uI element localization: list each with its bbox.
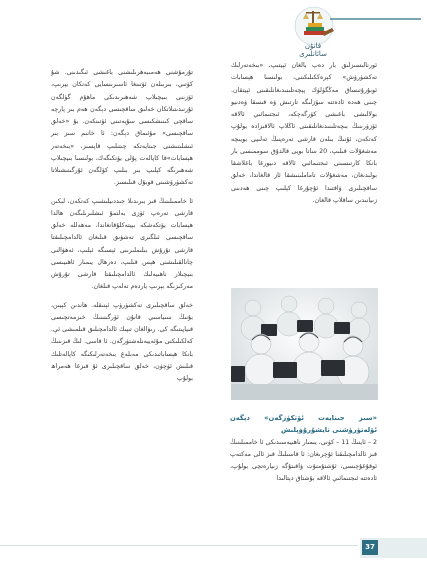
footer-divider bbox=[0, 545, 358, 546]
page-number: 37 bbox=[362, 540, 378, 555]
paragraph: تۇرمۇشنى ھەمىبەھرىلىشنى باغىشى ئىگىدىنى. شۇ كۆتىي، بىرىىلەن ئۆتىنغا ئاسىرىنسايى كەتكان يېرىپ، ئۆزىنى بىيچىلاپ شەھىرىدىكى ماھۇم گۈلگەن ئۇرنىدىتىلاتكان خەلىق ساقچىسى دېگەن ھەم بىر پارچە ساقچى كىنىشكىسى سۇپەتىنى ئۆتىنكەن. بۇ «خەلق ساقچىسى» مۇئىماق دېگەن: ئا خانىم سىز بىر ئىشلىتىشنى جىنايەتكە چىتىلىپ قاپسىز، «بىخەتەر ھېسابات»قا كاپالەت پۇلى يۆتكىگەك، بولىسىا بىيچىلاپ شەھىرىگە كېلىپ بىر بىلىپ كۆلگەن ئۇرگىنىشىلاتا تەكشۈرۈشىنى قوبۇل قىلىسىز. bbox=[51, 69, 193, 187]
paragraph: ئا خاممىلىنىڭ قىز بىرىدىلا جىددىيلىشىپ كەتكەن، لېكىن قارشى تەرەپ ئۆزى بەلتمۇ ئىشلىرىلىگەن ھالدا ھېسابات يۆتكەشكە بېيتەكلۇقانغاندا، مەھەللە خەلق ساقچىسى ئىلگىرى تەشۋىق قىلىغان ئالدامچىلىقتا قارشى تۇرۇش بىلىملىرىنى ئېسىگە ئېلىپ، ئەھۋالنى چانالقىلىشنى ھېس قىلىپ، دەرھال يىمىار ئاھىيىسى بىيچىلار ناھىيەلىك ئالدامچىلىقتا قارشى تۇرۇش مەركىزىگە بېرىپ ياردەم تەلەپ قىلغان. bbox=[51, 197, 193, 291]
section-logo bbox=[282, 6, 422, 60]
subheading: «سىز جىنايەت ئۆتكۈزگەن» دېگەن ئۆلەتۈرۈشنى تايشۇرۇۋېلىش bbox=[230, 414, 377, 435]
article-photo bbox=[231, 288, 378, 400]
article-column-left bbox=[51, 67, 193, 385]
section-title: قانۇن سائانلىرى bbox=[299, 42, 327, 58]
article-column-right-top bbox=[231, 60, 377, 207]
paragraph: خەلق ساقچىلىرى تەكشۈرۈپ ئېنىقلە. ھاندىن كېيىن، بۇنىڭ سىياسىي قانۇن ئۆرگىنىنىڭ خىزمەتچىسى قىياپىتىگە كى. رىۋالغان تىپىك ئالدامچىلىق قىلمىشى ئې. كەلكىلىكنى مۇئەييەنلەشتۈرگەن. ئا قاسى. لىڭ قىزىنىڭ بانكا ھېساباتىدىكى مەبلەغ بىخەتەرلىكىگە كاپالەتلىك قىلىش ئۈچۈن، خەلق ساقچىلىرى ئۇ قىزغا ھەمراھ بولۇپ bbox=[51, 301, 193, 382]
paragraph: ئورنالىسىزلىق بار دەپ بالغان ئېيتىپ، «بىخەتەرلىك تەكشۈرۈش» كېرەككىلىكىنى، بولىسىا ھېسابات ئوبۇرۇتىساق مەڭگۈلۈك پېچەتلىنىدىغانلىقىنى ئېيتقان. چىنى ھەدە ئادەتتە سۆزلىگە تارتىش ۋە قىسقا ۋەدىيو بولالىشى باغىشى كۆرگەچكە، ئىجتىمائىي ئالاقە ئۆزۈرىنىڭ بىچەتلىنىدىغانلىقىنى ئاڭلاپ ئالاقىزادە بولۇپ كەتكەن، ئۇنىڭ بىلەن قارشى تەرەپنىڭ تەلىپى بويىچە مەشغۇلات قىلىپ، 20 ساتا بويى قالدۇق سوممىسى بار بانكا كارتىسىنى ئىجتىمائىي ئالاقە دىيورغا باغلاشقا بولىدىغان، مەشغۇلات تاماملىنىشقا ئاز قالغاندا، خەلق ساقچىلىرى ۋاقتىدا ئۇچۇرغا كېلىپ چىنى ھەدىنى زىيانىدىن ساقلاپ قالغان. bbox=[231, 62, 377, 204]
paragraph: 2 – ئاينىڭ 11 – كۈنى، يىمىار ناھىيەسىدىكى ئا خاممىلىنىڭ قىز ئالدامچىلىقنا ئۇچرىغان: ئا قاسىلىڭ قىز ئالى مەكتەپ ئوقۇغۇچىسى، ئۇشتۇمتۇت ۋاقىتۇگە زىيارەتچى بولۇپ، ئادەتتە ئىجتىمائىي ئالاقە بۇشتاق دېتالىدا bbox=[230, 438, 378, 483]
article-column-right-bottom bbox=[230, 412, 377, 486]
call-center-figures-image bbox=[231, 288, 378, 400]
